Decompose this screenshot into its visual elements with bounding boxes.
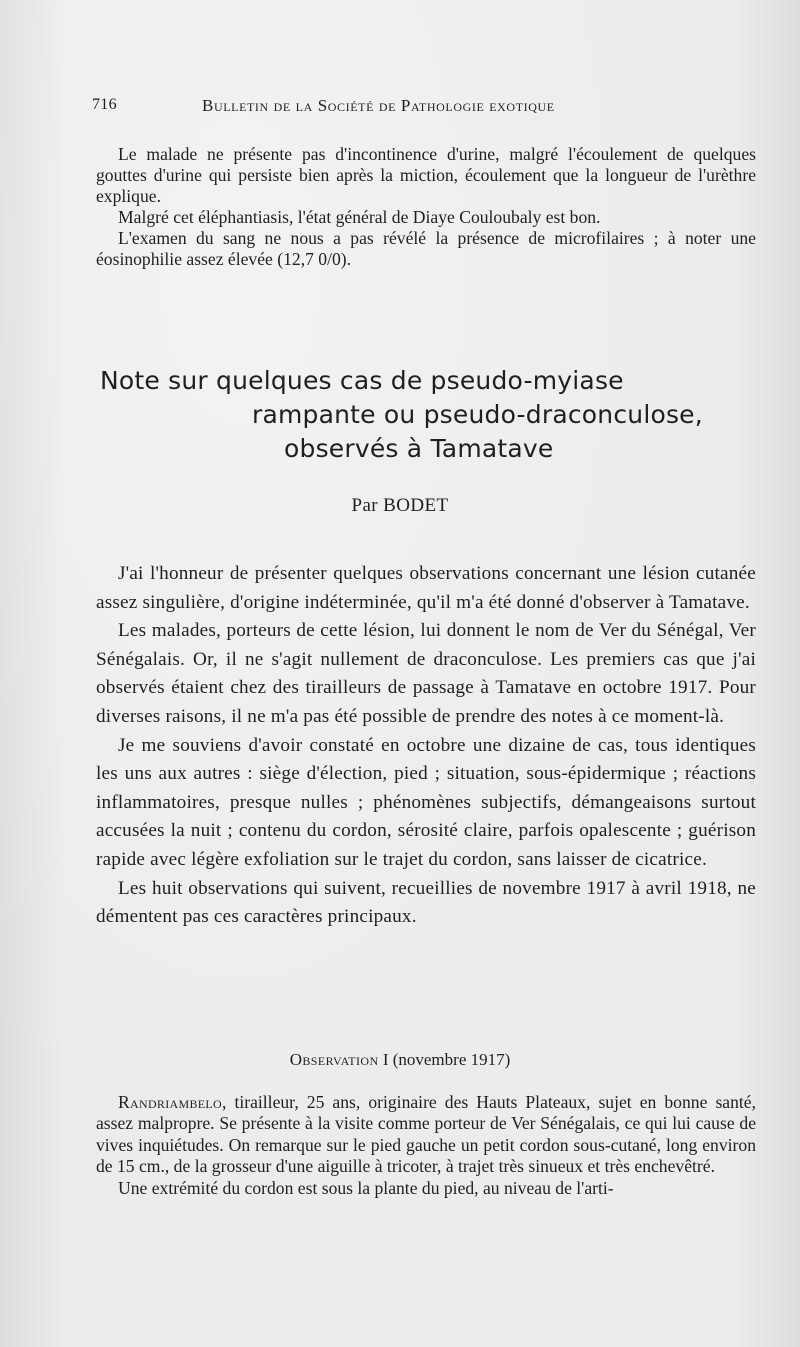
title-line: Note sur quelques cas de pseudo-myiase bbox=[100, 366, 624, 395]
section-heading-detail: I (novembre 1917) bbox=[378, 1050, 511, 1069]
body-text bbox=[96, 560, 756, 932]
paragraph: J'ai l'honneur de présenter quelques observations concernant une lésion cutanée assez singulière, d'origine indéterminée, qu'il m'a été donné d'observer à Tamatave. bbox=[96, 563, 756, 613]
patient-name: Randriambelo bbox=[118, 1092, 222, 1112]
page-number: 716 bbox=[92, 96, 117, 113]
paragraph: Je me souviens d'avoir constaté en octobre une dizaine de cas, tous identiques les uns aux autres : siège d'élection, pied ; situation, sous-épidermique ; réactions inflammatoires, presque nulles ; phénomènes subjectifs, démangeaisons surtout accusées la nuit ; contenu du cordon, sérosité claire, parfois opalescente ; guérison rapide avec légère exfoliation sur le trajet du cordon, sans laisser de cicatrice. bbox=[96, 734, 756, 870]
observation-text bbox=[96, 1092, 756, 1199]
title-line: observés à Tamatave bbox=[284, 434, 554, 463]
article-title bbox=[100, 364, 740, 466]
paragraph: Les malades, porteurs de cette lésion, lui donnent le nom de Ver du Sénégal, Ver Sénégalais. Or, il ne s'agit nullement de draconculose. Les premiers cas que j'ai observés étaient chez des tirailleurs de passage à Tamatave en octobre 1917. Pour diverses raisons, il ne m'a pas été possible de prendre des notes à ce moment-là. bbox=[96, 620, 756, 727]
running-title: Bulletin de la Société de Pathologie exotique bbox=[202, 96, 555, 115]
paragraph: L'examen du sang ne nous a pas révélé la présence de microfilaires ; à noter une éosinophilie assez élevée (12,7 0/0). bbox=[96, 228, 756, 269]
author-line: Par BODET bbox=[351, 495, 449, 516]
paragraph bbox=[96, 1092, 756, 1178]
intro-text bbox=[96, 144, 756, 270]
paragraph: Une extrémité du cordon est sous la plante du pied, au niveau de l'arti- bbox=[118, 1177, 614, 1198]
title-line: rampante ou pseudo-draconculose, bbox=[252, 400, 703, 429]
section-heading-label: Observation bbox=[289, 1050, 379, 1069]
paragraph: Le malade ne présente pas d'incontinence d'urine, malgré l'écoulement de quelques gouttes d'urine qui persiste bien après la miction, écoulement que la longueur de l'urèthre explique. bbox=[96, 144, 756, 206]
section-heading bbox=[0, 1050, 800, 1070]
paragraph: Malgré cet éléphantiasis, l'état général de Diaye Couloubaly est bon. bbox=[118, 207, 601, 227]
paragraph: Les huit observations qui suivent, recueillies de novembre 1917 à avril 1918, ne démentent pas ces caractères principaux. bbox=[96, 877, 756, 928]
observation-body: , tirailleur, 25 ans, originaire des Hauts Plateaux, sujet en bonne santé, assez malpropre. Se présente à la visite comme porteur de Ver Sénégalais, ce qui lui cause de vives inquiétudes. On remarque sur le pied gauche un petit cordon sous-cutané, long environ de 15 cm., de la grosseur d'une aiguille à tricoter, à trajet très sinueux et très enchevêtré. bbox=[96, 1092, 756, 1177]
